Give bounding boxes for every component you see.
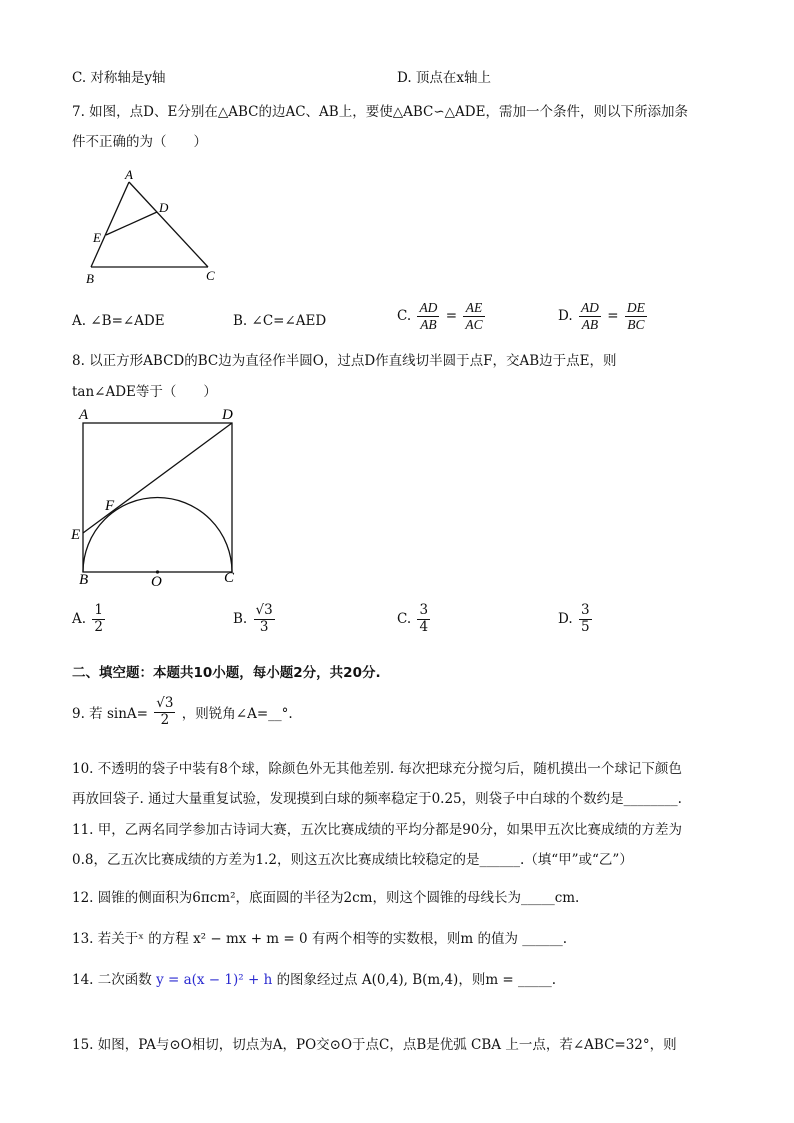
q8-a-den: 2 [94, 618, 103, 635]
q14 [72, 968, 556, 988]
q11-line2: 0.8，乙五次比赛成绩的方差为1.2，则这五次比赛成绩比较稳定的是______.（填“甲”或“乙”） [72, 852, 633, 868]
q12: 12. 圆锥的侧面积为6πcm²，底面圆的半径为2cm，则这个圆锥的母线长为_____cm. [72, 890, 580, 906]
q7-c-f1-den: AB [420, 316, 437, 332]
q7-option-c [397, 300, 487, 332]
q8-d-num: 3 [580, 602, 590, 618]
q7-option-d [558, 300, 649, 332]
q7-d-f1-den: AB [581, 316, 599, 332]
q8-b-den: 3 [259, 618, 269, 635]
q8-stem-line2: tan∠ADE等于（ ） [72, 384, 217, 400]
q8-option-d-label: D. [558, 611, 573, 628]
q6-option-c: C. 对称轴是y轴 [72, 70, 166, 86]
q8-option-d [558, 603, 594, 635]
q8-stem-line1: 8. 以正方形ABCD的BC边为直径作半圆O，过点D作直线切半圆于点F，交AB边于点E，则 [72, 353, 617, 369]
q8-label-d: D [222, 407, 233, 423]
q7-label-c: C [206, 268, 215, 283]
q8-square-figure [65, 400, 255, 590]
q8-d-den: 5 [580, 618, 590, 635]
q14-post: 的图象经过点 A(0,4), B(m,4)，则m = _____. [276, 972, 557, 988]
q8-option-b-label: B. [233, 611, 248, 628]
q7-c-f2-den: AC [465, 316, 483, 332]
q14-pre: 14. 二次函数 [72, 972, 152, 988]
q7-c-eq: = [445, 308, 458, 325]
q8-option-a-label: A. [72, 611, 87, 628]
q7-d-eq: = [607, 308, 619, 325]
q8-label-c: C [224, 570, 235, 586]
q8-option-b [233, 603, 277, 635]
q9-num: √3 [156, 695, 174, 711]
q13: 13. 若关于ˣ 的方程 x² − mx + m = 0 有两个相等的实数根，则m 的值为 ______. [72, 931, 568, 947]
q8-option-a [72, 603, 107, 635]
q8-line-de [83, 423, 232, 533]
section-2-heading: 二、填空题：本题共10小题，每小题2分，共20分. [72, 665, 381, 681]
q7-d-f2-num: DE [626, 300, 645, 315]
q14-function: y = a(x − 1)² + h [156, 972, 273, 988]
q7-option-b: B. ∠C=∠AED [233, 313, 327, 329]
q7-edge-ab [91, 182, 129, 267]
q8-label-f: F [105, 498, 115, 514]
q7-option-c-label: C. [397, 308, 412, 325]
q8-c-num: 3 [419, 602, 429, 618]
q11-line1: 11. 甲，乙两名同学参加古诗词大赛，五次比赛成绩的平均分都是90分，如果甲五次比赛成绩的方差为 [72, 822, 682, 838]
q8-label-a: A [79, 407, 89, 423]
q7-label-e: E [93, 230, 101, 245]
q7-c-f1-num: AD [419, 300, 438, 315]
q7-label-a: A [125, 167, 133, 182]
q8-option-c [397, 603, 432, 635]
q7-option-a: A. ∠B=∠ADE [72, 313, 165, 329]
q9-pre: 9. 若 sinA= [72, 706, 148, 723]
q8-label-b: B [79, 572, 89, 588]
q8-option-c-label: C. [397, 611, 412, 628]
q7-edge-ac [129, 182, 208, 267]
q9-post: ，则锐角∠A=__°. [181, 706, 293, 723]
q10-line2: 再放回袋子. 通过大量重复试验，发现摸到白球的频率稳定于0.25，则袋子中白球的个数约是________. [72, 791, 682, 807]
q7-stem-line1: 7. 如图，点D、E分别在△ABC的边AC、AB上，要使△ABC∽△ADE，需加一个条件，则以下所添加条 [72, 104, 688, 120]
q9 [72, 696, 293, 728]
q7-d-f2-den: BC [627, 316, 645, 332]
q8-label-o: O [151, 574, 162, 590]
q8-c-den: 4 [419, 618, 429, 635]
q7-label-d: D [159, 200, 169, 215]
q8-b-num: √3 [255, 602, 273, 618]
q7-c-f2-num: AE [463, 300, 484, 317]
q7-d-f1-num: AD [580, 300, 599, 315]
q7-option-d-label: D. [558, 308, 573, 325]
q6-option-d: D. 顶点在x轴上 [397, 70, 492, 86]
q8-label-e: E [71, 527, 81, 543]
q10-line1: 10. 不透明的袋子中装有8个球，除颜色外无其他差别. 每次把球充分搅匀后，随机摸出一个球记下颜色 [72, 761, 682, 777]
q8-a-num: 1 [94, 602, 103, 618]
q7-stem-line2: 件不正确的为（ ） [72, 134, 207, 150]
q7-triangle-figure [80, 165, 230, 290]
q9-den: 2 [160, 711, 170, 728]
q15: 15. 如图，PA与⊙O相切，切点为A，PO交⊙O于点C，点B是优弧 CBA 上一点，若∠ABC=32°，则 [72, 1037, 677, 1053]
q7-label-b: B [86, 271, 94, 286]
